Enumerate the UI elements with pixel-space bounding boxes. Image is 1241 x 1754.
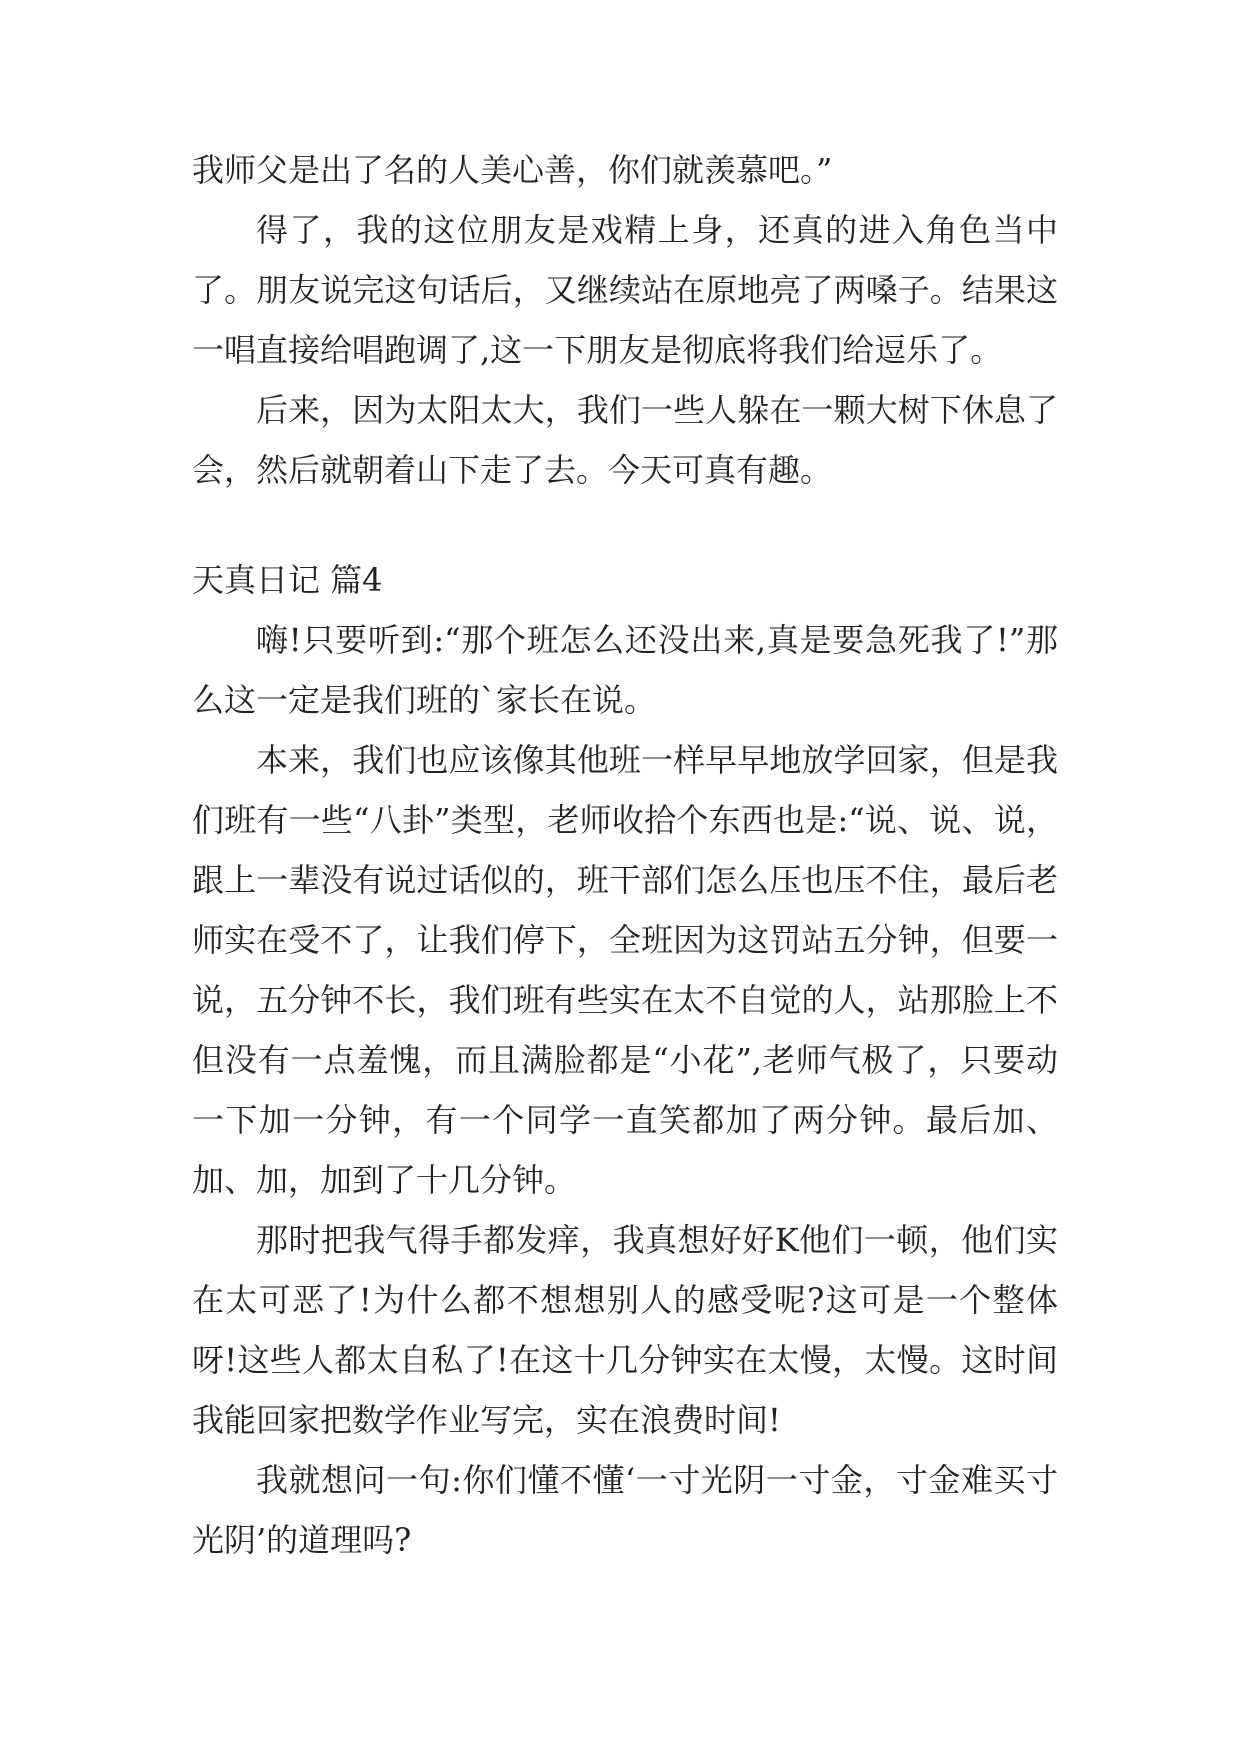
section-title: 天真日记 篇4 — [192, 561, 383, 599]
paragraph-continued: 我师父是出了名的人美心善，你们就羡慕吧。” — [192, 151, 833, 189]
paragraph: 那时把我气得手都发痒，我真想好好K他们一顿，他们实在太可恶了!为什么都不想想别人的感受呢?这可是一个整体呀!这些人都太自私了!在这十几分钟实在太慢，太慢。这时间我能回家把数学作业写完，实在浪费时间! — [192, 1221, 1058, 1439]
paragraph: 本来，我们也应该像其他班一样早早地放学回家，但是我们班有一些“八卦”类型，老师收拾个东西也是:“说、说、说，跟上一辈没有说过话似的，班干部们怎么压也压不住，最后老师实在受不了，让我们停下，全班因为这罚站五分钟，但要一说，五分钟不长，我们班有些实在太不自觉的人，站那脸上不但没有一点羞愧，而且满脸都是“小花”,老师气极了，只要动一下加一分钟，有一个同学一直笑都加了两分钟。最后加、加、加，加到了十几分钟。 — [192, 741, 1058, 1199]
paragraph: 嗨!只要听到:“那个班怎么还没出来,真是要急死我了!”那么这一定是我们班的`家长在说。 — [192, 621, 1058, 719]
document-body — [192, 140, 1058, 1570]
paragraph: 得了，我的这位朋友是戏精上身，还真的进入角色当中了。朋友说完这句话后，又继续站在原地亮了两嗓子。结果这一唱直接给唱跑调了,这一下朋友是彻底将我们给逗乐了。 — [192, 211, 1058, 369]
paragraph: 后来，因为太阳太大，我们一些人躲在一颗大树下休息了会，然后就朝着山下走了去。今天可真有趣。 — [192, 391, 1058, 489]
paragraph: 我就想问一句:你们懂不懂‘一寸光阴一寸金，寸金难买寸光阴’的道理吗? — [192, 1461, 1058, 1559]
